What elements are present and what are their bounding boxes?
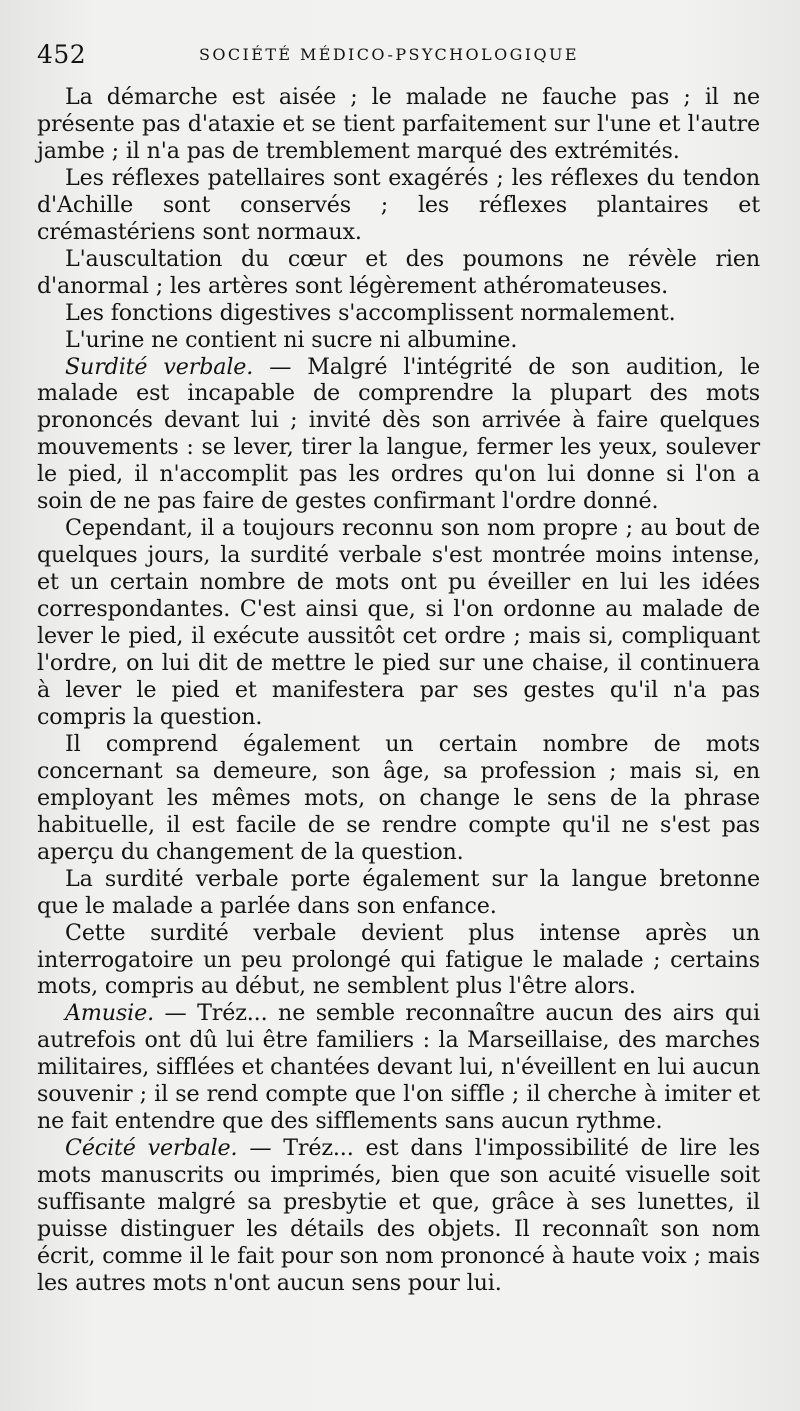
paragraph — [37, 866, 760, 920]
paragraph-cecite-verbale — [37, 1135, 760, 1297]
paragraph-text: Cependant, il a toujours reconnu son nom propre ; au bout de quelques jours, la surdité verbale s'est montrée moins intense, et un certain nombre de mots ont pu éveiller en lui les idées correspondantes. C'est ainsi que, si l'on ordonne au malade de lever le pied, il exécute aussitôt cet ordre ; mais si, compliquant l'ordre, on lui dit de mettre le pied sur une chaise, il continuera à lever le pied et manifestera par ses gestes qu'il n'a pas compris la question. — [37, 515, 760, 730]
paragraph-text: Il comprend également un certain nombre de mots concernant sa demeure, son âge, sa profession ; mais si, en employant les mêmes mots, on change le sens de la phrase habituelle, il est facile de se rendre compte qu'il ne s'est pas aperçu du changement de la question. — [37, 730, 760, 865]
paragraph-surdite-verbale — [37, 354, 760, 516]
paragraph-lead: Cécité verbale. — [65, 1135, 238, 1162]
paragraph — [37, 327, 760, 354]
paragraph — [37, 515, 760, 731]
paragraph-lead: Amusie. — [65, 1000, 154, 1027]
page-header — [37, 40, 757, 76]
paragraph-text: Les fonctions digestives s'accomplissent normalement. — [65, 299, 676, 326]
page-number: 452 — [37, 40, 87, 69]
paragraph — [37, 731, 760, 866]
paragraph — [37, 300, 760, 327]
paragraph-text: Cette surdité verbale devient plus intense après un interrogatoire un peu prolongé qui fatigue le malade ; certains mots, compris au début, ne semblent plus l'être alors. — [37, 919, 760, 1000]
paragraph-text: — Tréz... est dans l'impossibilité de lire les mots manuscrits ou imprimés, bien que son acuité visuelle soit suffisante malgré sa presbytie et que, grâce à ses lunettes, il puisse distinguer les détails des objets. Il reconnaît son nom écrit, comme il le fait pour son nom prononcé à haute voix ; mais les autres mots n'ont aucun sens pour lui. — [37, 1135, 760, 1296]
paragraph — [37, 246, 760, 300]
paragraph-text: Les réflexes patellaires sont exagérés ; les réflexes du tendon d'Achille sont conservés ; les réflexes plantaires et crémastériens sont normaux. — [37, 164, 760, 245]
paragraph-text: La surdité verbale porte également sur la langue bretonne que le malade a parlée dans son enfance. — [37, 865, 760, 919]
paragraph-text: — Tréz... ne semble reconnaître aucun des airs qui autrefois ont dû lui être familiers : la Marseillaise, des marches militaires, sifflées et chantées devant lui, n'éveillent en lui aucun souvenir ; il se rend compte que l'on siffle ; il cherche à imiter et ne fait entendre que des sifflements sans aucun rythme. — [37, 1000, 760, 1135]
paragraph-text: L'urine ne contient ni sucre ni albumine. — [65, 326, 518, 353]
paragraph-text: L'auscultation du cœur et des poumons ne révèle rien d'anormal ; les artères sont légèrement athéromateuses. — [37, 245, 760, 299]
paragraph — [37, 165, 760, 246]
paragraph-amusie — [37, 1000, 760, 1135]
paragraph — [37, 920, 760, 1001]
body-text — [37, 84, 760, 1297]
paragraph — [37, 84, 760, 165]
paragraph-text: La démarche est aisée ; le malade ne fauche pas ; il ne présente pas d'ataxie et se tient parfaitement sur l'une et l'autre jambe ; il n'a pas de tremblement marqué des extrémités. — [37, 84, 760, 164]
paragraph-text: — Malgré l'intégrité de son audition, le malade est incapable de comprendre la plupart des mots prononcés devant lui ; invité dès son arrivée à faire quelques mouvements : se lever, tirer la langue, fermer les yeux, soulever le pied, il n'accomplit pas les ordres qu'on lui donne si l'on a soin de ne pas faire de gestes confirmant l'ordre donné. — [37, 353, 761, 515]
running-head: SOCIÉTÉ MÉDICO-PSYCHOLOGIQUE — [199, 45, 579, 64]
paragraph-lead: Surdité verbale. — [65, 353, 254, 380]
